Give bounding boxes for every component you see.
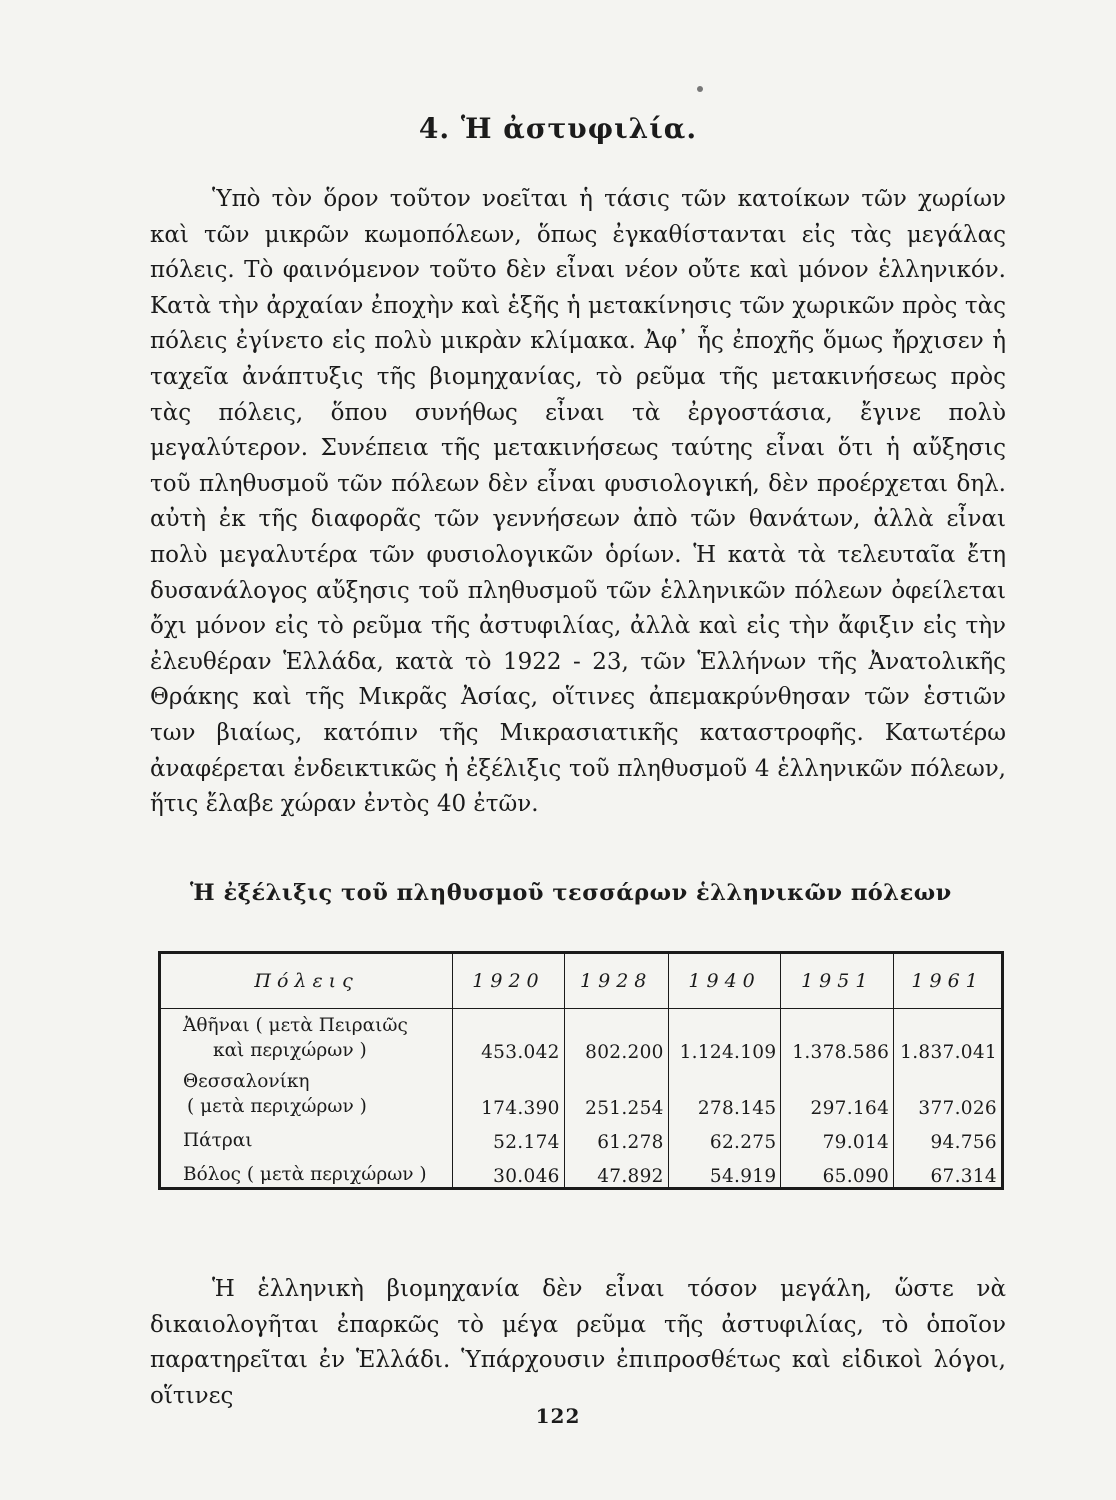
value-cell: 802.200 [564, 1009, 668, 1064]
ink-dot [697, 86, 703, 92]
value-cell: 47.892 [564, 1153, 668, 1189]
city-note: ( μετὰ περιχώρων ) [187, 1096, 367, 1117]
header-cities: Πόλεις [160, 953, 453, 1009]
table-row [160, 1119, 1003, 1153]
city-name: Βόλος ( μετὰ περιχώρων ) [183, 1164, 427, 1185]
value-cell: 251.254 [564, 1063, 668, 1119]
header-year: 1920 [453, 953, 565, 1009]
value-cell: 377.026 [894, 1063, 1003, 1119]
value-cell: 52.174 [453, 1119, 565, 1153]
value-cell: 94.756 [894, 1119, 1003, 1153]
city-cell [160, 1009, 453, 1064]
header-year: 1940 [668, 953, 781, 1009]
value-cell: 54.919 [668, 1153, 781, 1189]
value-cell: 1.837.041 [894, 1009, 1003, 1064]
population-table [158, 951, 1004, 1190]
city-cell [160, 1153, 453, 1189]
value-cell: 453.042 [453, 1009, 565, 1064]
city-cell [160, 1063, 453, 1119]
header-year: 1961 [894, 953, 1003, 1009]
header-year: 1951 [781, 953, 894, 1009]
value-cell: 1.124.109 [668, 1009, 781, 1064]
body-paragraph-1: Ὑπὸ τὸν ὅρον τοῦτον νοεῖται ἡ τάσις τῶν κατοίκων τῶν χωρίων καὶ τῶν μικρῶν κωμοπόλεων, ὅπως ἐγκαθίστανται εἰς τὰς μεγάλας πόλεις. Τὸ φαινόμενον τοῦτο δὲν εἶναι νέον οὔτε καὶ μόνον ἑλληνικόν. Κατὰ τὴν ἀρχαίαν ἐποχὴν καὶ ἑξῆς ἡ μετακίνησις τῶν χωρικῶν πρὸς τὰς πόλεις ἐγίνετο εἰς πολὺ μικρὰν κλίμακα. Ἀφ᾽ ἧς ἐποχῆς ὅμως ἤρχισεν ἡ ταχεῖα ἀνάπτυξις τῆς βιομηχανίας, τὸ ρεῦμα τῆς μετακινήσεως πρὸς τὰς πόλεις, ὅπου συνήθως εἶναι τὰ ἐργοστάσια, ἔγινε πολὺ μεγαλύτερον. Συνέπεια τῆς μετακινήσεως ταύτης εἶναι ὅτι ἡ αὔξησις τοῦ πληθυσμοῦ τῶν πόλεων δὲν εἶναι φυσιολογική, δὲν προέρχεται δηλ. αὐτὴ ἐκ τῆς διαφορᾶς τῶν γεννήσεων ἀπὸ τῶν θανάτων, ἀλλὰ εἶναι πολὺ μεγαλυτέρα τῶν φυσιολογικῶν ὁρίων. Ἡ κατὰ τὰ τελευταῖα ἔτη δυσανάλογος αὔξησις τοῦ πληθυσμοῦ τῶν ἑλληνικῶν πόλεων ὀφείλεται ὄχι μόνον εἰς τὸ ρεῦμα τῆς ἀστυφιλίας, ἀλλὰ καὶ εἰς τὴν ἄφιξιν εἰς τὴν ἐλευθέραν Ἑλλάδα, κατὰ τὸ 1922 - 23, τῶν Ἑλλήνων τῆς Ἀνατολικῆς Θράκης καὶ τῆς Μικρᾶς Ἀσίας, οἵτινες ἀπεμακρύνθησαν τῶν ἑστιῶν των βιαίως, κατόπιν τῆς Μικρασιατικῆς καταστροφῆς. Κατωτέρω ἀναφέρεται ἐνδεικτικῶς ἡ ἐξέλιξις τοῦ πληθυσμοῦ 4 ἑλληνικῶν πόλεων, ἥτις ἔλαβε χώραν ἐντὸς 40 ἐτῶν. [150, 186, 1006, 818]
value-cell: 278.145 [668, 1063, 781, 1119]
table-row [160, 1009, 1003, 1064]
city-name: Θεσσαλονίκη [183, 1071, 310, 1092]
value-cell: 62.275 [668, 1119, 781, 1153]
value-cell: 61.278 [564, 1119, 668, 1153]
value-cell: 65.090 [781, 1153, 894, 1189]
page-number: 122 [535, 1404, 581, 1428]
value-cell: 1.378.586 [781, 1009, 894, 1064]
city-name: Πάτραι [183, 1130, 253, 1151]
city-cell [160, 1119, 453, 1153]
table-header-row [160, 953, 1003, 1009]
header-year: 1928 [564, 953, 668, 1009]
value-cell: 30.046 [453, 1153, 565, 1189]
table-title: Ἡ ἐξέλιξις τοῦ πληθυσμοῦ τεσσάρων ἑλληνικῶν πόλεων [190, 880, 952, 906]
city-note: καὶ περιχώρων ) [213, 1040, 367, 1061]
city-name: Ἀθῆναι ( μετὰ Πειραιῶς [183, 1015, 408, 1036]
value-cell: 174.390 [453, 1063, 565, 1119]
body-paragraph-2: Ἡ ἑλληνικὴ βιομηχανία δὲν εἶναι τόσον μεγάλη, ὥστε νὰ δικαιολογῆται ἐπαρκῶς τὸ μέγα ρεῦμα τῆς ἀστυφιλίας, τὸ ὁποῖον παρατηρεῖται ἐν Ἑλλάδι. Ὑπάρχουσιν ἐπιπροσθέτως καὶ εἰδικοὶ λόγοι, οἵτινες [150, 1276, 1006, 1409]
value-cell: 79.014 [781, 1119, 894, 1153]
table-row [160, 1063, 1003, 1119]
table-row [160, 1153, 1003, 1189]
value-cell: 67.314 [894, 1153, 1003, 1189]
section-heading: 4. Ἡ ἀστυφιλία. [418, 112, 698, 145]
value-cell: 297.164 [781, 1063, 894, 1119]
